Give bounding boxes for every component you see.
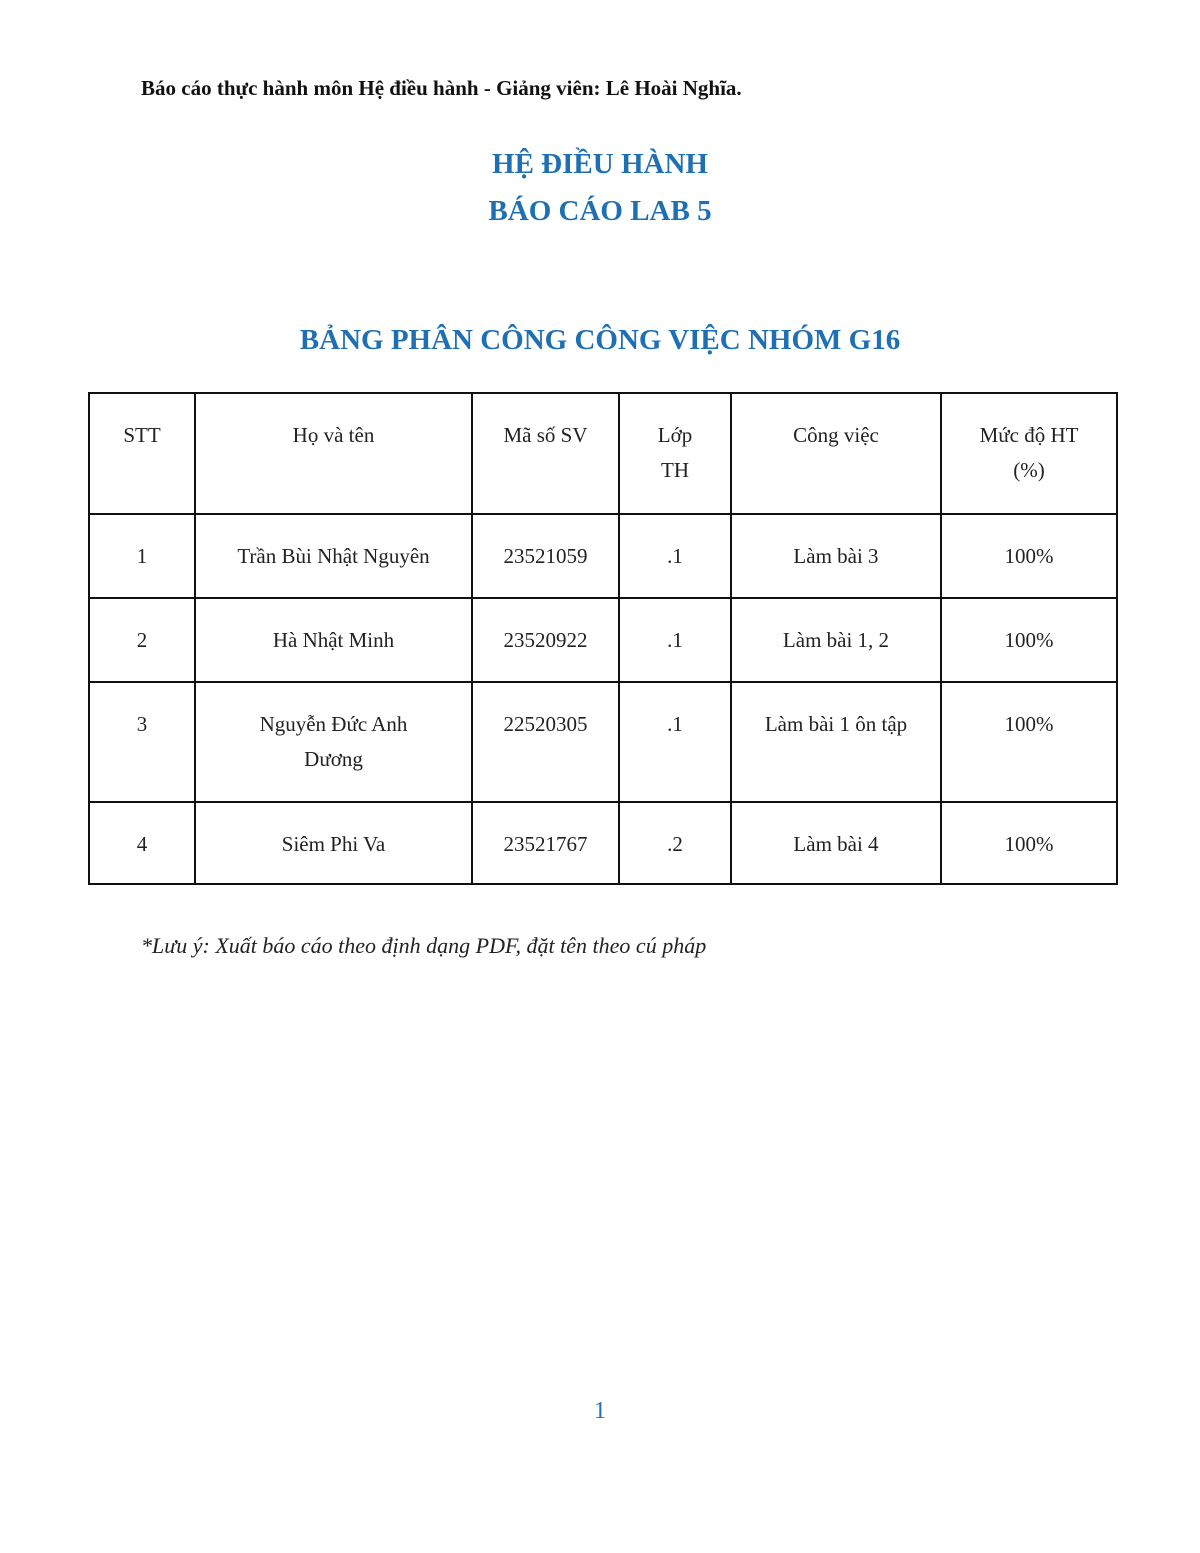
column-header-class: Lớp TH	[619, 393, 731, 514]
cell-student-id: 22520305	[472, 682, 619, 802]
cell-task: Làm bài 4	[731, 802, 941, 884]
cell-task: Làm bài 1 ôn tập	[731, 682, 941, 802]
table-row	[89, 598, 1117, 682]
table-title: BẢNG PHÂN CÔNG CÔNG VIỆC NHÓM G16	[299, 324, 901, 356]
page-number: 1	[594, 1398, 606, 1424]
column-header-completion: Mức độ HT (%)	[941, 393, 1117, 514]
table-row	[89, 682, 1117, 802]
assignment-table	[88, 392, 1118, 885]
cell-class: .1	[619, 514, 731, 598]
cell-completion: 100%	[941, 682, 1117, 802]
table-row	[89, 514, 1117, 598]
cell-stt: 1	[89, 514, 195, 598]
column-header-student-id: Mã số SV	[472, 393, 619, 514]
table-row	[89, 802, 1117, 884]
cell-student-id: 23521059	[472, 514, 619, 598]
cell-class: .1	[619, 682, 731, 802]
cell-completion: 100%	[941, 802, 1117, 884]
cell-completion: 100%	[941, 514, 1117, 598]
report-title: BÁO CÁO LAB 5	[488, 195, 712, 227]
column-header-name: Họ và tên	[195, 393, 472, 514]
column-header-stt: STT	[89, 393, 195, 514]
course-title: HỆ ĐIỀU HÀNH	[492, 148, 708, 180]
cell-name: Siêm Phi Va	[195, 802, 472, 884]
cell-stt: 4	[89, 802, 195, 884]
cell-class: .1	[619, 598, 731, 682]
report-header: Báo cáo thực hành môn Hệ điều hành - Giảng viên: Lê Hoài Nghĩa.	[141, 76, 742, 100]
cell-completion: 100%	[941, 598, 1117, 682]
column-header-task: Công việc	[731, 393, 941, 514]
cell-stt: 2	[89, 598, 195, 682]
table-header-row	[89, 393, 1117, 514]
cell-name: Trần Bùi Nhật Nguyên	[195, 514, 472, 598]
cell-name: Hà Nhật Minh	[195, 598, 472, 682]
cell-class: .2	[619, 802, 731, 884]
cell-task: Làm bài 3	[731, 514, 941, 598]
cell-student-id: 23521767	[472, 802, 619, 884]
cell-task: Làm bài 1, 2	[731, 598, 941, 682]
note-text: *Lưu ý: Xuất báo cáo theo định dạng PDF, đặt tên theo cú pháp	[141, 933, 707, 958]
cell-name: Nguyễn Đức Anh Dương	[195, 682, 472, 802]
cell-student-id: 23520922	[472, 598, 619, 682]
cell-stt: 3	[89, 682, 195, 802]
